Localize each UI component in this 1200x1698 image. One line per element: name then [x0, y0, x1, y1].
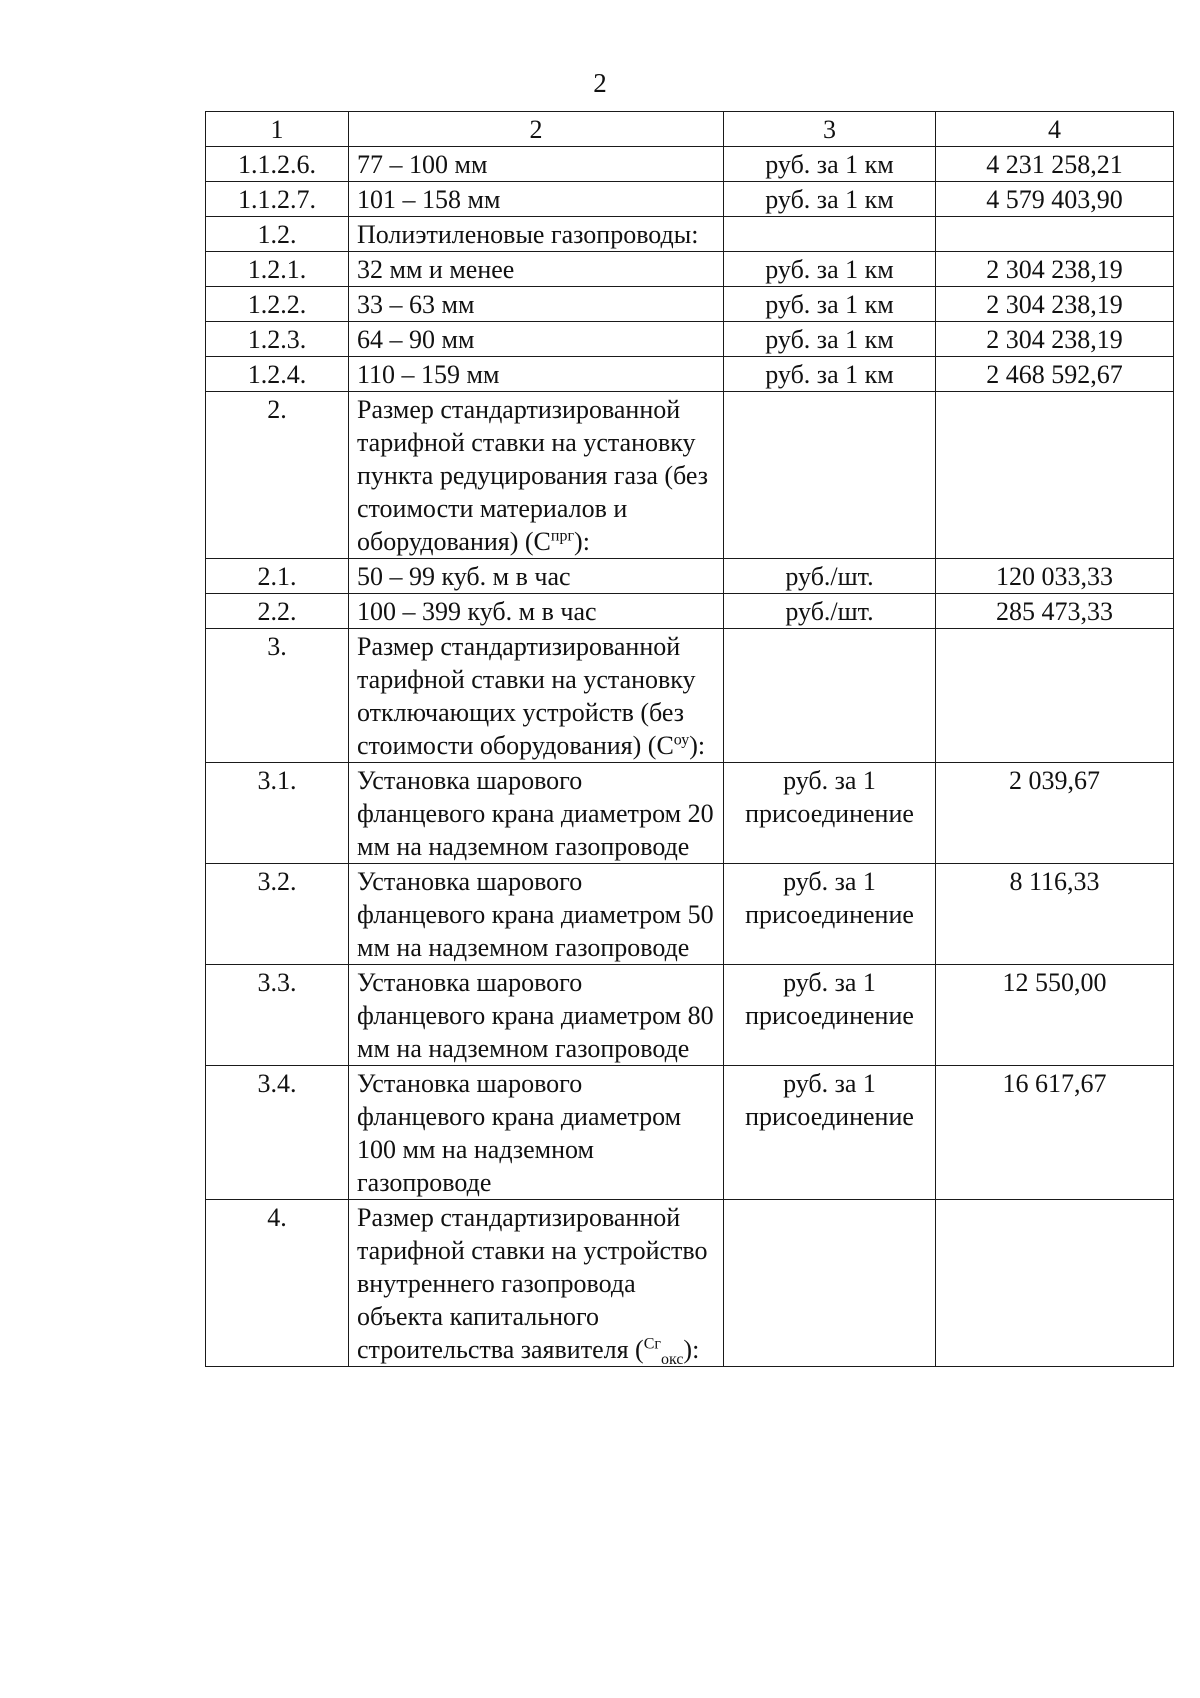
row-number: 1.2.1. [206, 252, 349, 287]
row-unit: руб. за 1 присоединение [724, 864, 936, 965]
row-value [936, 217, 1174, 252]
row-value: 2 304 238,19 [936, 287, 1174, 322]
row-unit: руб. за 1 км [724, 182, 936, 217]
row-value: 2 304 238,19 [936, 322, 1174, 357]
row-description [349, 392, 724, 559]
row-value [936, 629, 1174, 763]
row-unit [724, 217, 936, 252]
row-number: 1.2.4. [206, 357, 349, 392]
row-unit: руб. за 1 км [724, 357, 936, 392]
table-row [206, 287, 1174, 322]
row-number: 3.3. [206, 965, 349, 1066]
table-row [206, 252, 1174, 287]
row-unit: руб./шт. [724, 594, 936, 629]
row-value: 4 579 403,90 [936, 182, 1174, 217]
row-value: 8 116,33 [936, 864, 1174, 965]
row-number: 1.1.2.6. [206, 147, 349, 182]
table-row [206, 392, 1174, 559]
description-tail: ): [689, 731, 706, 760]
row-number: 2. [206, 392, 349, 559]
row-value: 16 617,67 [936, 1066, 1174, 1200]
row-number: 4. [206, 1200, 349, 1367]
row-description [349, 1200, 724, 1367]
table-row [206, 864, 1174, 965]
description-tail: ): [574, 527, 590, 556]
description-text: Размер стандартизированной тарифной ставки на устройство внутреннего газопровода объекта капитального строительства заявителя ( [357, 1203, 708, 1364]
row-description: Полиэтиленовые газопроводы: [349, 217, 724, 252]
row-number: 1.1.2.7. [206, 182, 349, 217]
table-row [206, 182, 1174, 217]
row-description: 77 – 100 мм [349, 147, 724, 182]
superscript-text: прг [550, 527, 575, 545]
table-row [206, 1066, 1174, 1200]
row-unit: руб. за 1 присоединение [724, 965, 936, 1066]
superscript-text: Сг [643, 1335, 661, 1353]
row-number: 1.2. [206, 217, 349, 252]
row-description: Установка шарового фланцевого крана диаметром 50 мм на надземном газопроводе [349, 864, 724, 965]
row-number: 1.2.2. [206, 287, 349, 322]
row-unit: руб. за 1 присоединение [724, 1066, 936, 1200]
row-unit [724, 392, 936, 559]
row-number: 3. [206, 629, 349, 763]
row-unit: руб. за 1 км [724, 147, 936, 182]
row-description: Установка шарового фланцевого крана диаметром 80 мм на надземном газопроводе [349, 965, 724, 1066]
subscript-text: окс [660, 1351, 684, 1369]
table-header-row [206, 112, 1174, 147]
row-number: 2.2. [206, 594, 349, 629]
row-value [936, 1200, 1174, 1367]
column-header-2: 2 [349, 112, 724, 147]
table-row [206, 559, 1174, 594]
table-row [206, 357, 1174, 392]
row-value: 4 231 258,21 [936, 147, 1174, 182]
row-value: 120 033,33 [936, 559, 1174, 594]
row-unit: руб./шт. [724, 559, 936, 594]
row-unit: руб. за 1 км [724, 322, 936, 357]
description-text: Размер стандартизированной тарифной ставки на установку пункта редуцирования газа (без стоимости материалов и оборудования) (С [357, 395, 709, 556]
column-header-3: 3 [724, 112, 936, 147]
table-row [206, 322, 1174, 357]
row-unit: руб. за 1 км [724, 287, 936, 322]
row-number: 3.1. [206, 763, 349, 864]
row-description: Установка шарового фланцевого крана диаметром 100 мм на надземном газопроводе [349, 1066, 724, 1200]
row-value: 2 468 592,67 [936, 357, 1174, 392]
table-row [206, 965, 1174, 1066]
row-description: Установка шарового фланцевого крана диаметром 20 мм на надземном газопроводе [349, 763, 724, 864]
row-number: 2.1. [206, 559, 349, 594]
table-row [206, 147, 1174, 182]
row-description: 101 – 158 мм [349, 182, 724, 217]
row-description: 50 – 99 куб. м в час [349, 559, 724, 594]
row-unit [724, 629, 936, 763]
column-header-1: 1 [206, 112, 349, 147]
row-value: 12 550,00 [936, 965, 1174, 1066]
row-value: 2 304 238,19 [936, 252, 1174, 287]
row-description: 64 – 90 мм [349, 322, 724, 357]
table-row [206, 217, 1174, 252]
row-unit: руб. за 1 присоединение [724, 763, 936, 864]
row-number: 3.4. [206, 1066, 349, 1200]
row-number: 3.2. [206, 864, 349, 965]
row-value: 285 473,33 [936, 594, 1174, 629]
tariff-table [205, 111, 1174, 1367]
superscript-text: оу [673, 731, 690, 749]
row-value: 2 039,67 [936, 763, 1174, 864]
table-row [206, 1200, 1174, 1367]
row-unit [724, 1200, 936, 1367]
column-header-4: 4 [936, 112, 1174, 147]
row-number: 1.2.3. [206, 322, 349, 357]
description-text: Размер стандартизированной тарифной ставки на установку отключающих устройств (без стоимости оборудования) (С [357, 632, 696, 760]
row-unit: руб. за 1 км [724, 252, 936, 287]
row-description: 110 – 159 мм [349, 357, 724, 392]
table-row [206, 629, 1174, 763]
row-description: 33 – 63 мм [349, 287, 724, 322]
row-description [349, 629, 724, 763]
table-row [206, 594, 1174, 629]
table-row [206, 763, 1174, 864]
row-description: 100 – 399 куб. м в час [349, 594, 724, 629]
page-number: 2 [593, 68, 607, 98]
row-value [936, 392, 1174, 559]
row-description: 32 мм и менее [349, 252, 724, 287]
description-tail: ): [683, 1335, 700, 1364]
